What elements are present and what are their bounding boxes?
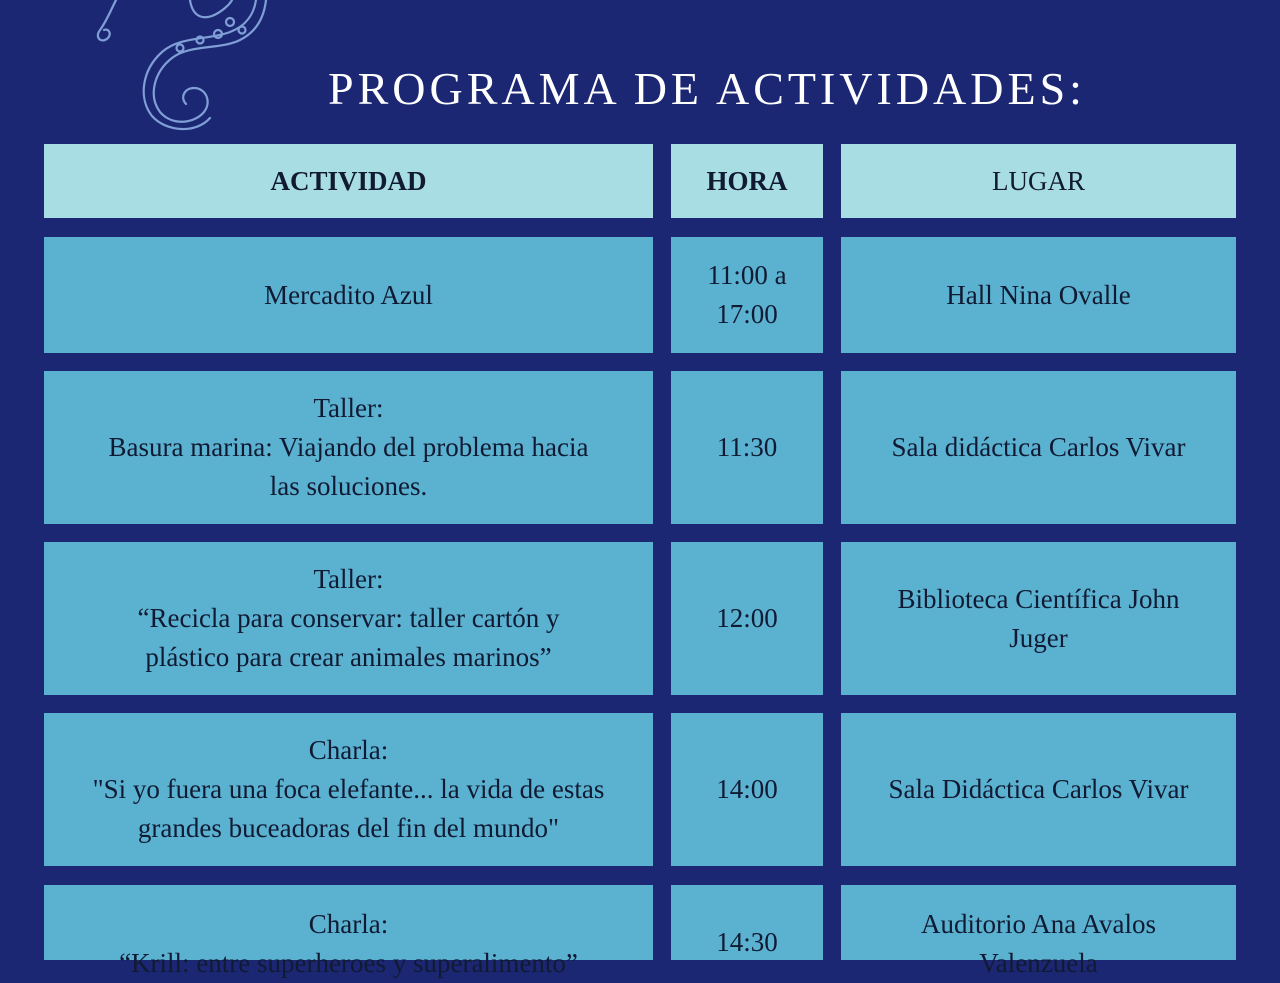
row-4-place xyxy=(841,713,1236,866)
row-2-activity-line: Basura marina: Viajando del problema hacia xyxy=(108,432,589,462)
row-5-activity xyxy=(44,885,653,978)
row-4-activity xyxy=(44,713,653,866)
row-3-place-line: Juger xyxy=(1009,622,1068,653)
row-5-place-line: Valenzuela xyxy=(979,948,1098,978)
row-3-place xyxy=(841,542,1236,695)
row-2-place xyxy=(841,371,1236,524)
row-5-time xyxy=(671,885,823,960)
tentacle-ornament-icon xyxy=(80,0,280,140)
row-1-activity-line: Mercadito Azul xyxy=(264,279,433,310)
row-4-activity-line: grandes buceadoras del fin del mundo" xyxy=(137,813,560,843)
row-2-time xyxy=(671,371,823,524)
row-5-place xyxy=(841,885,1236,978)
row-3-place-line: Biblioteca Científica John xyxy=(897,583,1180,614)
row-5-activity-line: “Krill: entre superheroes y superalimento” xyxy=(119,948,578,978)
row-1-time-line: 17:00 xyxy=(716,299,778,329)
row-3-activity xyxy=(44,542,653,695)
row-4-time xyxy=(671,713,823,866)
header-time-label: HORA xyxy=(706,165,788,196)
row-1-place xyxy=(841,237,1236,353)
row-3-activity-line: “Recicla para conservar: taller cartón y xyxy=(137,603,560,633)
header-time xyxy=(671,144,823,218)
header-place-label: LUGAR xyxy=(992,165,1085,196)
row-5-place-line: Auditorio Ana Avalos xyxy=(921,909,1156,939)
header-activity-label: ACTIVIDAD xyxy=(270,165,427,196)
row-3-activity-line: Taller: xyxy=(313,564,384,594)
row-3-time xyxy=(671,542,823,695)
header-activity xyxy=(44,144,653,218)
header-place xyxy=(841,144,1236,218)
row-4-activity-line: "Si yo fuera una foca elefante... la vida de estas xyxy=(92,774,605,804)
page-title: PROGRAMA DE ACTIVIDADES: xyxy=(328,63,1086,114)
row-2-activity xyxy=(44,371,653,524)
row-1-time xyxy=(671,237,823,353)
row-5-time-line: 14:30 xyxy=(716,927,778,957)
row-2-activity-line: Taller: xyxy=(313,393,384,423)
row-2-activity-line: las soluciones. xyxy=(269,471,428,501)
row-3-activity-line: plástico para crear animales marinos” xyxy=(145,642,552,672)
row-1-activity xyxy=(44,237,653,353)
row-2-place-line: Sala didáctica Carlos Vivar xyxy=(891,432,1186,462)
row-1-place-line: Hall Nina Ovalle xyxy=(946,279,1131,310)
row-4-place-line: Sala Didáctica Carlos Vivar xyxy=(888,774,1189,804)
row-4-time-line: 14:00 xyxy=(716,774,778,804)
row-3-time-line: 12:00 xyxy=(716,603,778,633)
row-5-activity-line: Charla: xyxy=(308,909,389,939)
row-4-activity-line: Charla: xyxy=(308,735,389,765)
row-2-time-line: 11:30 xyxy=(716,432,778,462)
row-1-time-line: 11:00 a xyxy=(707,260,787,290)
